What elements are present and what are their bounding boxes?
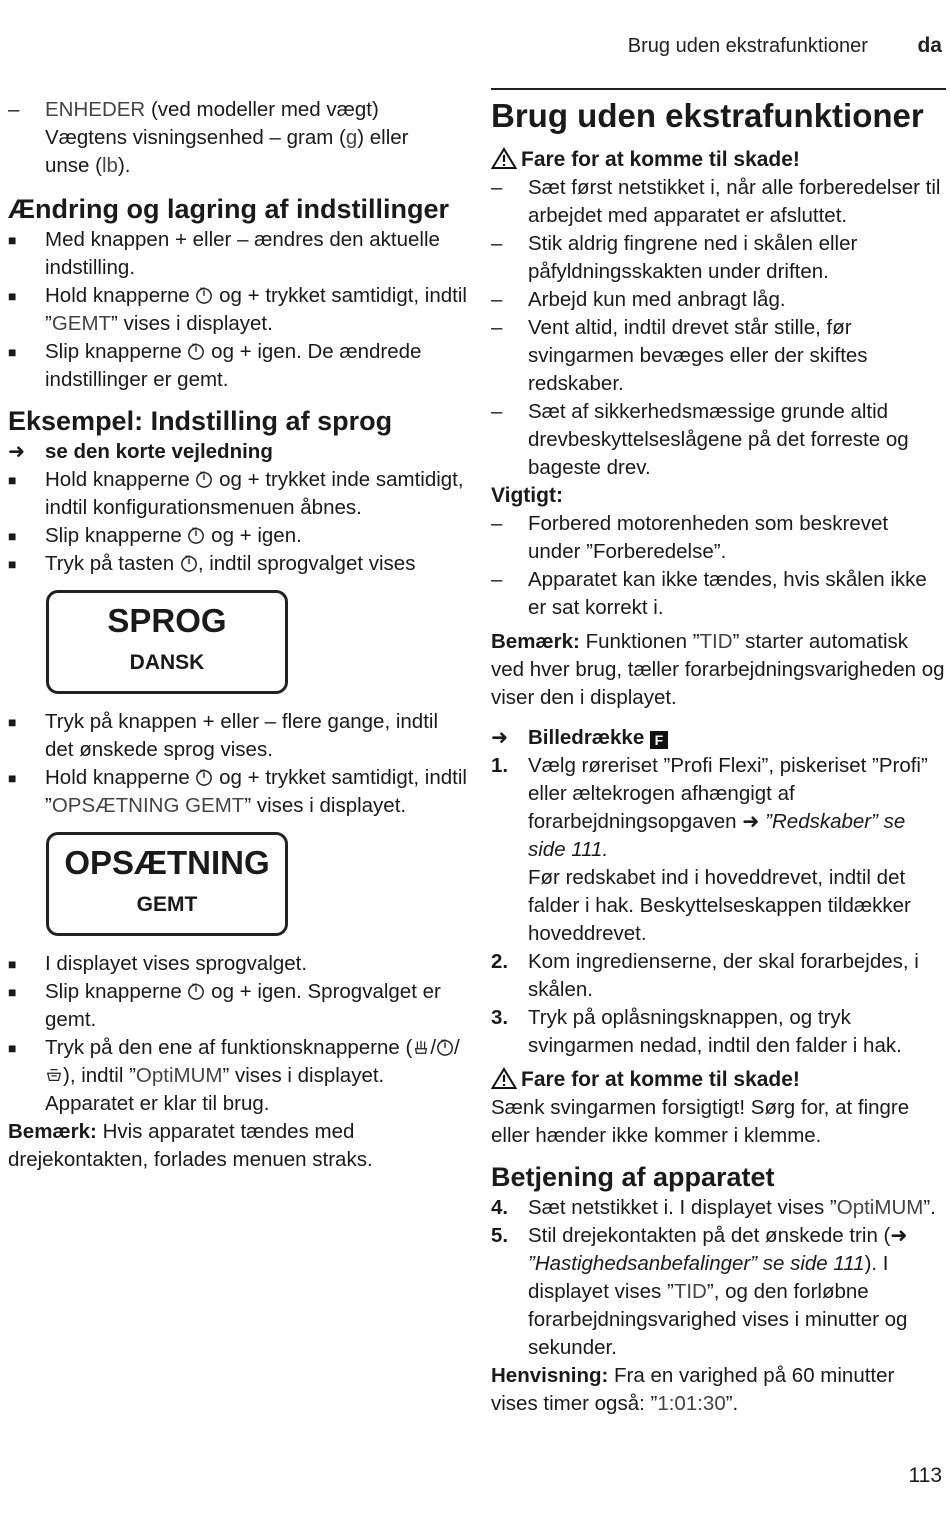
list-item: ■ Slip knapperne og + igen. [8,524,302,547]
display-panel-opsaetning: OPSÆTNING GEMT [46,832,288,936]
list-item: – Forbered motorenheden som beskrevet under ”Forberedelse”. [491,512,889,563]
list-item: – Apparatet kan ikke tændes, hvis skålen ikke er sat korrekt i. [491,568,927,619]
list-item: ■ Hold knapperne og + trykket samtidigt, indtil ”GEMT” vises i displayet. [8,284,467,335]
list-item: ■ Tryk på knappen + eller – flere gange, indtil det ønskede sprog vises. [8,710,438,761]
warning-text: Sænk svingarmen forsigtigt! Sørg for, at fingre eller hænder ikke kommer i klemme. [491,1096,910,1147]
keyword: ENHEDER [45,98,146,121]
figure-reference: ➜ Billedrække F [491,724,946,752]
list-item: ■ Tryk på den ene af funktionsknapperne ( / /), indtil ”OptiMUM” vises i displayet. Apparatet er klar til brug. [8,1036,460,1115]
list-item: – Sæt først netstikket i, når alle forberedelser til arbejdet med apparatet er afsluttet. [491,176,941,227]
step: 3. Tryk på oplåsningsknappen, og tryk svingarmen nedad, indtil den falder i hak. [491,1006,902,1057]
timer-icon [195,470,213,488]
header-title: Brug uden ekstrafunktioner [627,35,868,57]
note: Bemærk: Funktionen ”TID” starter automatisk ved hver brug, tæller forarbejdningsvarigheden og viser den i displayet. [491,630,945,709]
list-item: – Arbejd kun med anbragt låg. [491,288,786,311]
list-item: – Vent altid, indtil drevet står stille, før svingarmen bevæges eller der skiftes redskaber. [491,316,868,395]
list-item: – ENHEDER (ved modeller med vægt) Vægtens visningsenhed – gram (g) eller unse (lb). [8,98,409,177]
warning-icon [491,1067,517,1089]
important-title: Vigtigt: [491,484,563,507]
timer-icon [180,554,198,572]
arrow-right-icon: ➜ [491,726,509,749]
arrow-right-icon: ➜ [890,1224,908,1247]
list-item: ■ Tryk på tasten , indtil sprogvalget vises [8,552,416,575]
timer-icon [187,526,205,544]
warning-icon [491,147,517,169]
warning-title: Fare for at komme til skade! [491,146,946,174]
list-item: ■ Slip knapperne og + igen. De ændrede indstillinger er gemt. [8,340,422,391]
timer-icon [436,1038,454,1056]
step: 1. Vælg røreriset ”Profi Flexi”, piskeriset ”Profi” eller æltekrogen afhængigt af forarbejdningsopgaven ➜ ”Redskaber” se side 111. Før redskabet ind i hoveddrevet, indtil det falder i hak. Beskyttelseskappen tildækker hoveddrevet. [491,754,928,945]
see-reference: ➜ se den korte vejledning [8,438,468,466]
right-column [491,88,946,1418]
step: 5. Stil drejekontakten på det ønskede trin (➜ ”Hastighedsanbefalinger” se side 111). I displayet vises ”TID”, og den forløbne forarbejdningsvarighed vises i minutter og sekunder. [491,1224,908,1359]
header-language: da [917,34,942,57]
list-item: ■ Hold knapperne og + trykket samtidigt, indtil ”OPSÆTNING GEMT” vises i displayet. [8,766,467,817]
list-item: ■ I displayet vises sprogvalget. [8,952,308,975]
header-rule [491,88,946,90]
list-item: – Sæt af sikkerhedsmæssige grunde altid drevbeskyttelseslågene på det forreste og bageste drev. [491,400,909,479]
page-header [628,32,942,60]
list-item: ■ Med knappen + eller – ændres den aktuelle indstilling. [8,228,440,279]
figure-letter-badge: F [650,731,668,749]
hint: Henvisning: Fra en varighed på 60 minutter vises timer også: ”1:01:30”. [491,1364,895,1415]
timer-icon [195,768,213,786]
section-heading: Betjening af apparatet [491,1162,775,1192]
list-item: – Stik aldrig fingrene ned i skålen eller påfyldningsskakten under driften. [491,232,858,283]
timer-icon [195,286,213,304]
step: 4. Sæt netstikket i. I displayet vises ”OptiMUM”. [491,1196,936,1219]
note: Bemærk: Hvis apparatet tændes med drejekontakten, forlades menuen straks. [8,1120,373,1171]
timer-icon [187,982,205,1000]
arrow-right-icon: ➜ [742,810,766,833]
left-column [8,96,468,1174]
list-item: ■ Slip knapperne og + igen. Sprogvalget er gemt. [8,980,441,1031]
display-panel-sprog: SPROG DANSK [46,590,288,694]
section-heading: Ændring og lagring af indstillinger [8,194,449,224]
mixer-icon [412,1038,430,1056]
list-item: ■ Hold knapperne og + trykket inde samtidigt, indtil konfigurationsmenuen åbnes. [8,468,464,519]
page-number: 113 [908,1464,942,1487]
warning-title: Fare for at komme til skade! [491,1066,946,1094]
bowl-icon [45,1066,63,1084]
main-heading: Brug uden ekstrafunktioner [491,97,924,134]
arrow-right-icon: ➜ [8,440,26,463]
step: 2. Kom ingredienserne, der skal forarbejdes, i skålen. [491,950,919,1001]
section-heading: Eksempel: Indstilling af sprog [8,406,393,436]
timer-icon [187,342,205,360]
